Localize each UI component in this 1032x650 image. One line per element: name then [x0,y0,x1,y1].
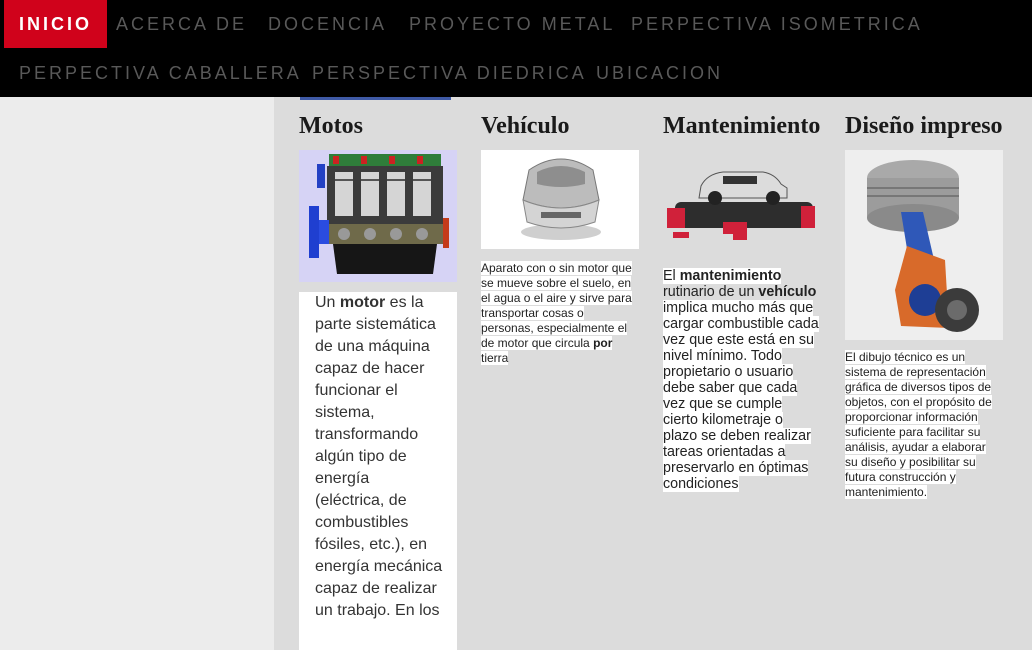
diseno-description-text: El dibujo técnico es un sistema de representación gráfica de diversos tipos de objetos, con el propósito de proporcionar información suficiente para facilitar su análisis, ayudar a elaborar su diseño y posibilitar su futura construcción y mantenimiento. [845,350,992,499]
nav-item-inicio[interactable]: INICIO [4,0,107,48]
card-title-diseno-impreso: Diseño impreso [845,113,1003,139]
card-motos [299,110,457,282]
card-mantenimiento [663,110,821,492]
motor-description-card [299,292,457,650]
vehiculo-description-text: Aparato con o sin motor que se mueve sobre el suelo, en el agua o el aire y sirve para transportar cosas o personas, especialmente el de motor que circula por tierra [481,261,632,365]
mantenimiento-description-text: El mantenimiento rutinario de un vehículo implica mucho más que cargar combustible cada vez que este está en su nivel mínimo. Todo propietario o usuario debe saber que cada vez que se cumple cierto kilometraje o plazo se deben realizar tareas orientadas a preservarlo en óptimas condiciones [663,268,819,492]
nav-item-perspectiva-isometrica[interactable]: PERPECTIVA ISOMETRICA [631,14,923,34]
card-vehiculo [481,110,639,366]
car-on-lift-image[interactable] [663,150,821,250]
accent-strip [300,97,451,100]
piston-render-image[interactable] [845,150,1003,340]
nav-item-docencia[interactable]: DOCENCIA [268,14,388,34]
motor-description-text: Un motor es la parte sistemática de una máquina capaz de hacer funcionar el sistema, transformando algún tipo de energía (eléctrica, de combustibles fósiles, etc.), en energía mecánica capaz de realizar un trabajo. En los [315,294,443,619]
top-navigation-bar [0,0,1032,97]
card-title-motos: Motos [299,113,363,139]
nav-item-perspectiva-caballera[interactable]: PERPECTIVA CABALLERA [19,63,302,83]
nav-item-ubicacion[interactable]: UBICACION [596,63,724,83]
card-diseno-impreso [845,110,1003,500]
card-title-mantenimiento: Mantenimiento [663,113,821,139]
engine-image[interactable] [299,150,457,282]
nav-item-proyecto-metal[interactable]: PROYECTO METAL [409,14,616,34]
nav-item-acerca-de[interactable]: ACERCA DE [116,14,248,34]
card-title-vehiculo: Vehículo [481,113,570,139]
car-top-view-image[interactable] [481,150,639,249]
nav-item-perspectiva-diedrica[interactable]: PERSPECTIVA DIEDRICA [312,63,587,83]
